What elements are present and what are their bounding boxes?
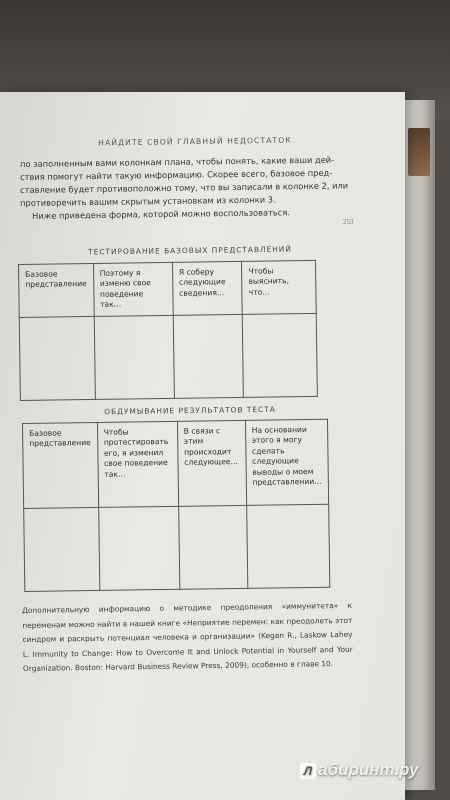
table-header-cell: Поэтому я изменю свое поведение так…: [93, 262, 173, 316]
page-number: 253: [343, 218, 354, 226]
table-header-cell: Чтобы выяснить, что…: [242, 260, 316, 314]
table-header-cell: В связи с этим происходит следующее…: [177, 420, 246, 506]
intro-line-5: Ниже приведена форма, которой можно воспользоваться.: [32, 207, 291, 221]
watermark-text: абиринт.ру: [318, 760, 419, 779]
table-header-cell: На основании этого я могу сделать следующие выводы о моем представлении…: [245, 419, 329, 505]
empty-cell: [24, 507, 100, 591]
bookmark-ribbon: [408, 128, 430, 176]
empty-cell: [98, 506, 179, 590]
empty-cell: [242, 313, 317, 397]
table-row: [19, 313, 317, 400]
empty-cell: [246, 504, 330, 588]
empty-cell: [94, 315, 174, 399]
table-header-cell: Базовое представление: [23, 422, 99, 508]
table1-title: ТЕСТИРОВАНИЕ БАЗОВЫХ ПРЕДСТАВЛЕНИЙ: [88, 244, 292, 257]
empty-cell: [173, 314, 244, 398]
table-header-row: [19, 260, 317, 317]
book-page-edges: [405, 100, 435, 790]
assumption-testing-table: [18, 260, 318, 401]
table-header-row: [23, 419, 329, 508]
table-row: [24, 504, 330, 591]
running-head: НАЙДИТЕ СВОЙ ГЛАВНЫЙ НЕДОСТАТОК: [98, 135, 292, 148]
intro-line-1: по заполненным вами колонкам плана, чтобы понять, какие ваши дей-: [20, 154, 335, 169]
table2-title: ОБДУМЫВАНИЕ РЕЗУЛЬТАТОВ ТЕСТА: [104, 404, 276, 417]
empty-cell: [19, 316, 95, 400]
intro-line-4: противоречить вашим скрытым установкам из колонки 3.: [20, 194, 276, 208]
table-header-cell: Чтобы протестировать его, я изменил свое поведение так…: [97, 421, 178, 507]
test-results-table: [22, 419, 330, 592]
footnote: Дополнительную информацию о методике преодоления «иммунитета» к переменам можно найти в нашей книге «Неприятие перемен: как преодолеть этот синдром и раскрыть потенциал человека и организации» (Kegan R., Laskow Lahey L. Immunity to Change: How to Overcome It and Unlock Potential in Yourself and Your Organization. Boston: Harvard Business Review Press, 2009), особенно в главе 10.: [22, 600, 353, 673]
intro-line-2: ствия помогут найти такую информацию. Скорее всего, базовое пред-: [20, 167, 333, 182]
empty-cell: [178, 505, 247, 589]
intro-line-3: ставление будет противоположно тому, что вы записали в колонке 2, или: [20, 180, 349, 195]
table-header-cell: Я соберу следующие сведения…: [172, 261, 242, 315]
watermark: [300, 760, 418, 780]
labirint-logo-icon: Л: [300, 763, 316, 779]
table-header-cell: Базовое представление: [19, 263, 94, 317]
